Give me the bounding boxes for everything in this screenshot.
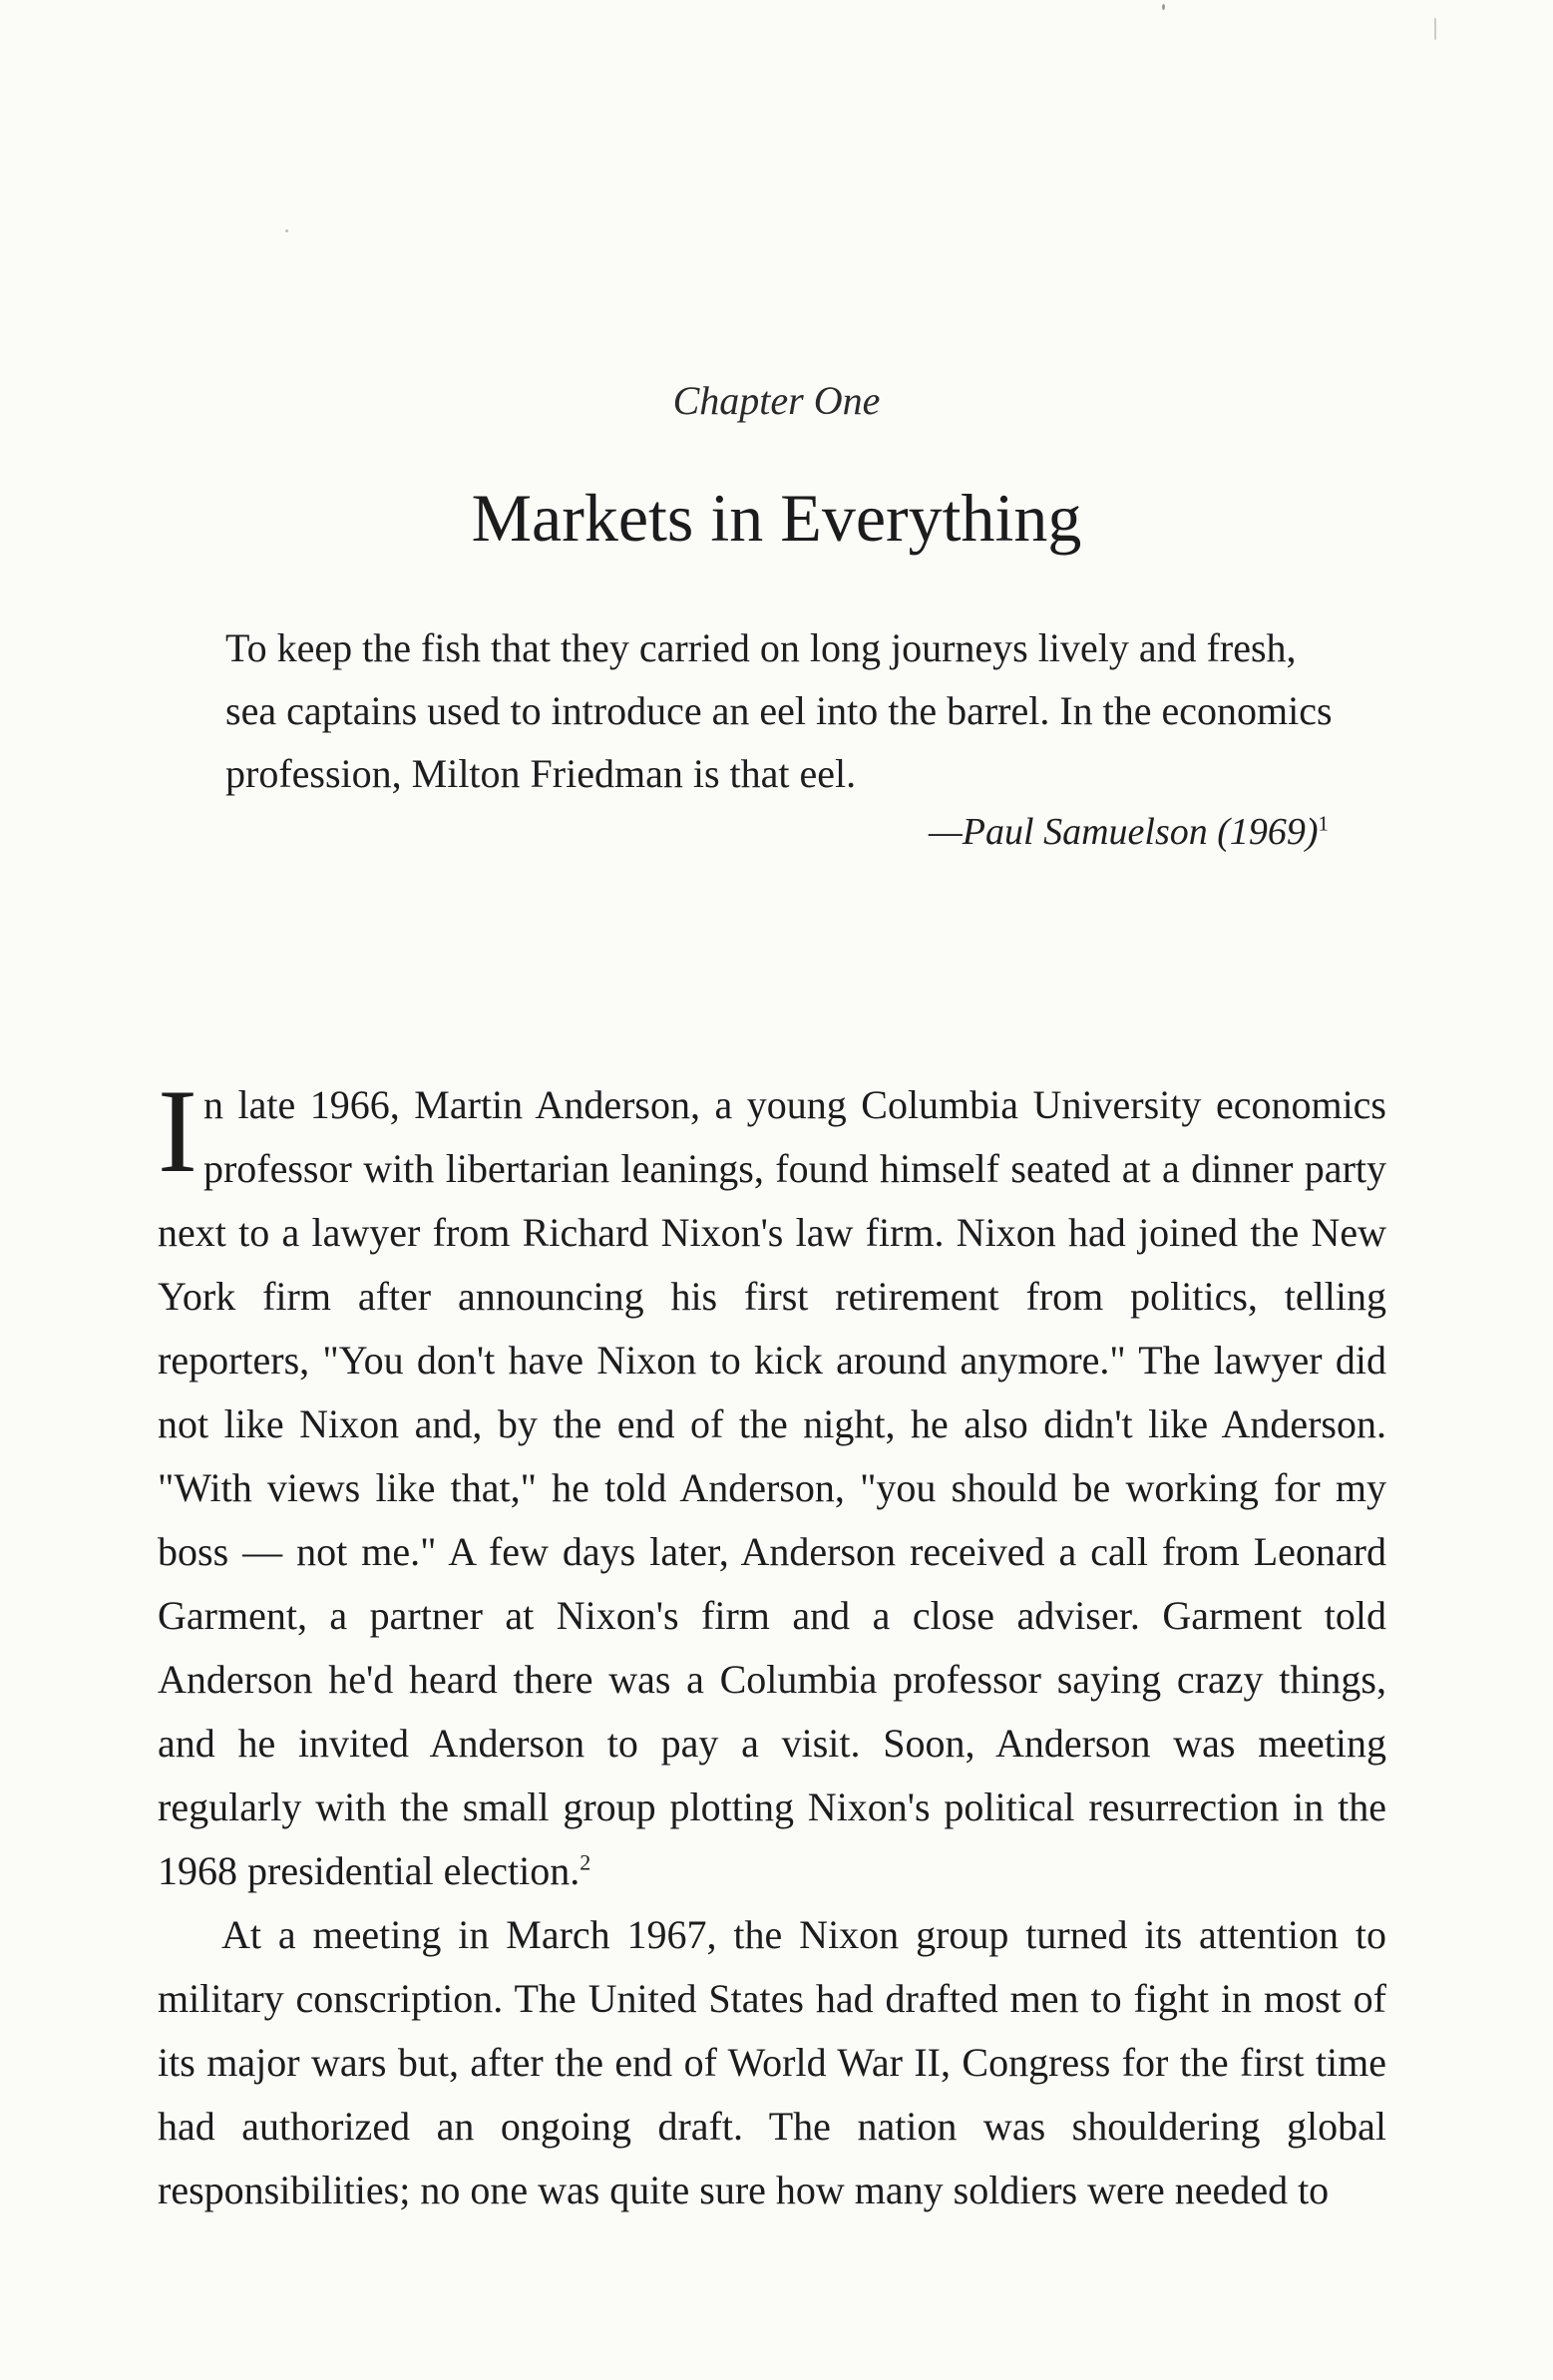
- epigraph-text: To keep the fish that they carried on long journeys lively and fresh, sea captains used to introduce an eel into the barrel. In the economics profession, Milton Friedman is that eel.: [225, 625, 1333, 796]
- paragraph-1-text: n late 1966, Martin Anderson, a young Columbia University economics professor with libertarian leanings, found himself seated at a dinner party next to a lawyer from Richard Nixon's law firm. Nixon had joined the New York firm after announcing his first retirement from politics, telling reporters, "You don't have Nixon to kick around anymore." The lawyer did not like Nixon and, by the end of the night, he also didn't like Anderson. "With views like that," he told Anderson, "you should be working for my boss — not me." A few days later, Anderson received a call from Leonard Garment, a partner at Nixon's firm and a close adviser. Garment told Anderson he'd heard there was a Columbia professor saying crazy things, and he invited Anderson to pay a visit. Soon, Anderson was meeting regularly with the small group plotting Nixon's political resurrection in the 1968 presidential election.: [158, 1082, 1386, 1893]
- attribution-text: —Paul Samuelson (1969): [929, 811, 1319, 853]
- scan-speck: [1162, 4, 1165, 10]
- chapter-label: Chapter One: [672, 378, 881, 423]
- scan-speck: [285, 229, 288, 232]
- epigraph-attribution: [225, 810, 1329, 854]
- drop-cap: I: [158, 1064, 197, 1197]
- footnote-ref-2: 2: [580, 1849, 591, 1875]
- chapter-title: Markets in Everything: [471, 480, 1082, 556]
- epigraph: [225, 616, 1333, 805]
- paragraph-2: At a meeting in March 1967, the Nixon group turned its attention to military conscription. The United States had drafted men to fight in most of its major wars but, after the end of World War II, Congress for the first time had authorized an ongoing draft. The nation was shouldering global responsibilities; no one was quite sure how many soldiers were needed to: [158, 1912, 1386, 2212]
- footnote-ref-1: 1: [1318, 811, 1329, 836]
- scan-speck: [1434, 18, 1436, 40]
- body-text: [158, 1064, 1386, 2222]
- paragraph-1: [158, 1064, 1386, 1903]
